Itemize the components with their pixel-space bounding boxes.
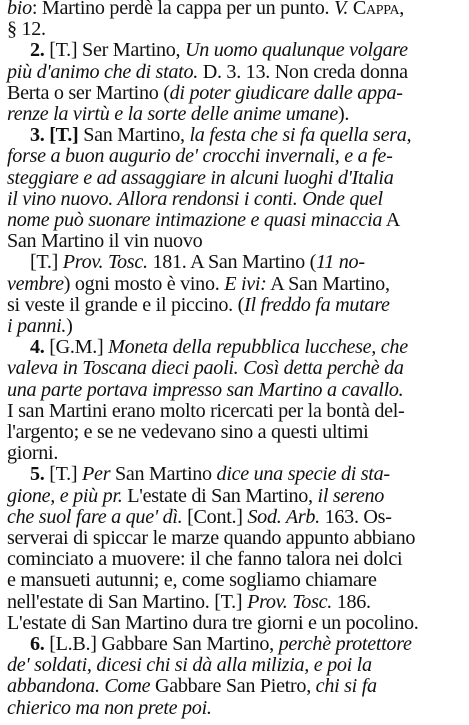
text-line	[7, 146, 462, 167]
text-segment: : Martino perdè la cappa per un punto.	[31, 0, 334, 19]
text-segment: [Cont.]	[182, 506, 248, 528]
text-line	[7, 0, 462, 19]
text-segment: Il freddo fa mutare	[244, 294, 390, 316]
text-line	[7, 549, 462, 570]
text-line	[7, 528, 462, 549]
text-segment: A	[382, 209, 401, 231]
text-segment: vembre	[7, 273, 64, 295]
text-segment: chierico ma non prete poi.	[7, 697, 212, 719]
text-segment: nome può suonare intimazione e quasi minaccia	[7, 209, 383, 231]
text-line	[7, 295, 462, 316]
text-segment: San Martino il vin nuovo	[7, 230, 203, 252]
text-line	[7, 189, 462, 210]
text-line	[7, 168, 462, 189]
text-line	[7, 570, 462, 591]
text-line	[30, 337, 462, 358]
text-segment: Moneta della repubblica lucchese, che	[108, 336, 408, 358]
text-line	[7, 83, 462, 104]
text-segment: i panni.	[7, 315, 67, 337]
text-segment: steggiare e ad assaggiare in alcuni luoghi d'Italia	[7, 167, 394, 189]
text-segment: Berta o ser Martino (	[7, 82, 170, 104]
text-segment: gione, e più pr.	[7, 485, 123, 507]
text-segment: I san Martini erano molto ricercati per la bontà del-	[7, 400, 405, 422]
text-line	[7, 613, 462, 634]
text-segment: l'argento; e se ne vedevano sino a questi ultimi	[7, 421, 369, 443]
text-line	[30, 125, 462, 146]
text-line	[7, 422, 462, 443]
text-segment: San Martino,	[83, 124, 190, 146]
text-segment: nell'estate di San Martino. [T.]	[7, 591, 248, 613]
text-segment: A San Martino,	[266, 273, 390, 295]
text-segment: Prov. Tosc.	[62, 251, 148, 273]
text-line	[7, 274, 462, 295]
text-line	[30, 252, 462, 273]
text-line	[30, 40, 462, 61]
text-segment: [T.]	[49, 463, 83, 485]
text-segment: dice una specie di sta-	[216, 463, 390, 485]
text-segment: giorni.	[7, 442, 59, 464]
text-segment: una parte portava impresso san Martino a cavallo.	[7, 379, 404, 401]
text-segment: Gabbare San Pietro,	[150, 675, 316, 697]
text-segment: ,	[399, 0, 404, 19]
text-segment: D. 3. 13. Non creda donna	[197, 61, 408, 83]
text-segment: 3.	[30, 124, 50, 146]
text-segment: serverai di spiccar le marze quando appunto abbiano	[7, 527, 416, 549]
text-segment: Prov. Tosc.	[247, 591, 333, 613]
text-segment: V.	[333, 0, 353, 19]
text-segment: che suol fare a que' dì.	[7, 506, 183, 528]
text-segment: 5.	[30, 463, 50, 485]
text-segment: il vino nuovo. Allora rendonsi i conti. Onde quel	[7, 188, 383, 210]
text-line	[7, 698, 462, 719]
text-line	[7, 380, 462, 401]
text-segment: 186.	[332, 591, 371, 613]
text-line	[7, 401, 462, 422]
text-segment: L'estate di San Martino,	[122, 485, 318, 507]
text-segment: la festa che si fa quella sera,	[189, 124, 412, 146]
text-segment: si veste il grande e il piccino. (	[7, 294, 245, 316]
text-segment: cominciato a muovere: il che fanno talora nei dolci	[7, 548, 403, 570]
text-segment: San Martino	[110, 463, 217, 485]
text-line	[7, 486, 462, 507]
text-segment: più d'animo che di stato.	[7, 61, 198, 83]
text-line	[7, 443, 462, 464]
text-segment: Per	[82, 463, 111, 485]
text-segment: 11 no-	[315, 251, 365, 273]
text-segment: 163. Os-	[319, 506, 392, 528]
text-segment: E ivi:	[224, 273, 267, 295]
text-segment: 2.	[30, 39, 50, 61]
text-segment: di poter giudicare dalle appa-	[169, 82, 403, 104]
text-line	[7, 358, 462, 379]
text-line	[7, 655, 462, 676]
text-segment: il sereno	[317, 485, 385, 507]
text-segment: forse a buon augurio de' crocchi invernali, e a fe-	[7, 145, 393, 167]
text-segment: Sod. Arb.	[247, 506, 320, 528]
text-segment: bio	[7, 0, 32, 19]
text-line	[30, 464, 462, 485]
text-line	[7, 62, 462, 83]
text-segment: )	[66, 315, 73, 337]
text-line	[30, 634, 462, 655]
text-segment: [T.] Ser Martino,	[49, 39, 186, 61]
text-segment: [T.]	[49, 124, 84, 146]
text-segment: Cappa	[352, 0, 400, 19]
text-segment: abbandona. Come	[7, 675, 151, 697]
text-line	[7, 19, 462, 40]
text-segment: valeva in Toscana dieci paoli. Così detta perchè da	[7, 357, 404, 379]
text-segment: [T.]	[30, 251, 63, 273]
text-segment: L'estate di San Martino dura tre giorni e un pocolino.	[7, 612, 419, 634]
text-segment: [G.M.]	[49, 336, 109, 358]
text-segment: 6.	[30, 633, 50, 655]
text-line	[7, 210, 462, 231]
text-segment: 4.	[30, 336, 50, 358]
text-line	[7, 231, 462, 252]
text-segment: § 12.	[7, 18, 46, 40]
text-segment: ) ogni mosto è vino.	[63, 273, 225, 295]
text-segment: e mansueti autunni; e, come sogliamo chiamare	[7, 569, 377, 591]
text-segment: chi si fa	[315, 675, 377, 697]
text-segment: perchè protettore	[278, 633, 412, 655]
text-segment: ).	[337, 103, 350, 125]
text-segment: renze la virtù e la sorte delle anime umane	[7, 103, 338, 125]
text-segment: Un uomo qualunque volgare	[185, 39, 408, 61]
text-line	[7, 592, 462, 613]
text-segment: [L.B.] Gabbare San Martino,	[49, 633, 279, 655]
text-line	[7, 507, 462, 528]
text-line	[7, 104, 462, 125]
text-line	[7, 316, 462, 337]
text-segment: de' soldati, dicesi chi si dà alla milizia, e poi la	[7, 654, 372, 676]
text-segment: 181. A San Martino (	[147, 251, 316, 273]
text-line	[7, 676, 462, 697]
